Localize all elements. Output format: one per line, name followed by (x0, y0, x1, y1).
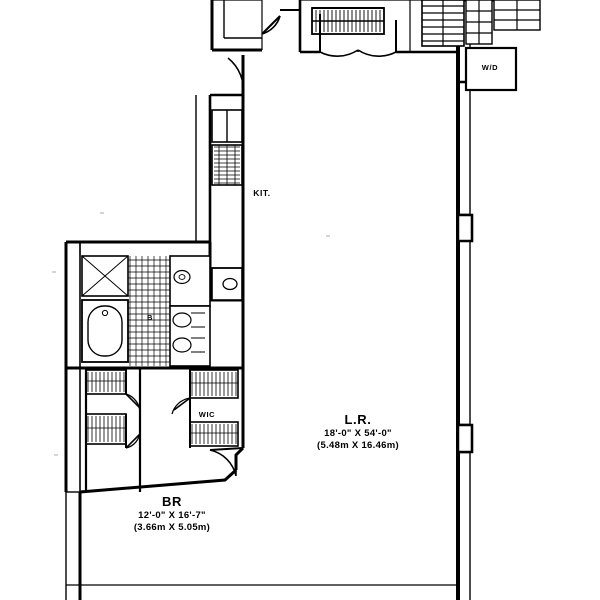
room-label-kitchen (245, 188, 279, 199)
wic-name: WIC (198, 410, 216, 419)
vestibule-door (262, 16, 280, 34)
kitchen-fixtures (212, 110, 242, 300)
bedroom-name: BR (162, 494, 182, 509)
room-label-wic (192, 410, 222, 419)
living-room-name: L.R. (344, 412, 372, 427)
hall-door (228, 55, 243, 96)
living-room-dim-metric: (5.48m X 16.46m) (317, 440, 399, 452)
room-label-bedroom (102, 494, 242, 534)
living-room-dim-imperial: 18'-0" X 54'-0" (324, 428, 392, 440)
stair-hatch (422, 0, 540, 46)
bedroom-dim-metric: (3.66m X 5.05m) (133, 522, 211, 534)
washer-dryer-name: W/D (481, 63, 499, 72)
room-label-washer-dryer (474, 63, 506, 72)
bathroom-fixtures (82, 256, 210, 366)
room-label-bath (144, 313, 156, 322)
top-closet (312, 8, 384, 34)
kitchen-name: KIT. (253, 188, 271, 198)
bedroom-dim-imperial: 12'-0" X 16'-7" (138, 510, 206, 522)
bath-name: B (146, 313, 154, 322)
closets-group (86, 368, 238, 492)
room-label-living-room (288, 412, 428, 452)
